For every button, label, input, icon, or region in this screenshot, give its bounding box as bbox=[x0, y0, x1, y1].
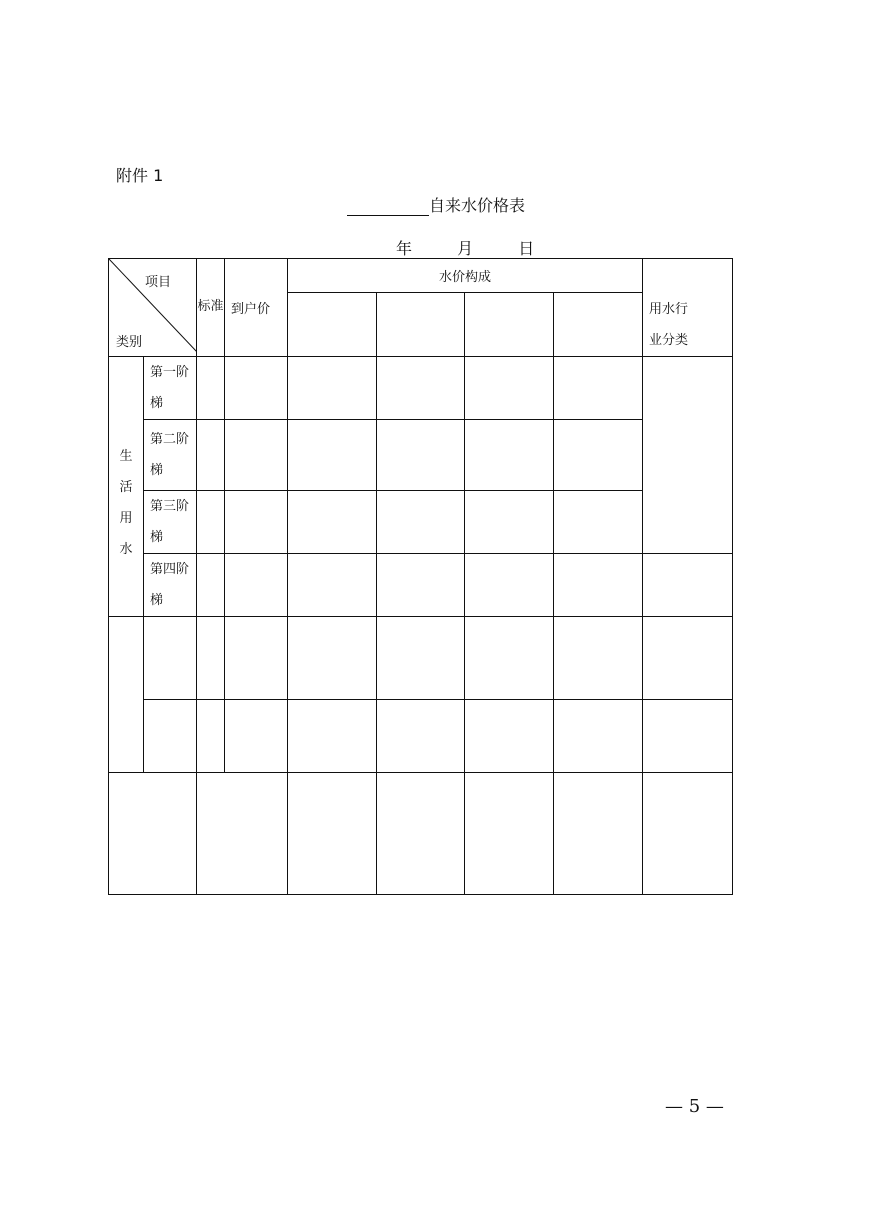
composition-cell-3 bbox=[465, 292, 554, 356]
day-unit: 日 bbox=[518, 239, 535, 258]
month-blank bbox=[421, 241, 451, 259]
tier-1-label: 第一阶梯 bbox=[144, 357, 197, 420]
table-title bbox=[347, 193, 525, 216]
tier-3-label: 第三阶梯 bbox=[144, 491, 197, 554]
household-price-header bbox=[225, 259, 288, 357]
attachment-label: 附件 1 bbox=[116, 166, 164, 185]
page-number: — 5 — bbox=[665, 1096, 724, 1117]
residential-label-cell bbox=[109, 357, 144, 617]
corner-bottom-label: 类别 bbox=[116, 335, 143, 350]
bottom-standard-cell bbox=[197, 773, 288, 895]
household-price-label: 到户价 bbox=[231, 302, 271, 317]
table-title-text: 自来水价格表 bbox=[429, 196, 526, 215]
industry-class-header bbox=[643, 259, 733, 357]
composition-cell-4 bbox=[554, 292, 643, 356]
price-composition-header: 水价构成 bbox=[288, 259, 643, 293]
date-line bbox=[360, 236, 538, 259]
month-unit: 月 bbox=[457, 239, 474, 258]
corner-cell bbox=[109, 259, 197, 357]
tier-4-label: 第四阶梯 bbox=[144, 554, 197, 617]
year-blank bbox=[360, 241, 390, 259]
standard-header bbox=[197, 259, 225, 357]
bottom-category-cell bbox=[109, 773, 197, 895]
industry-class-label: 用水行业分类 bbox=[649, 302, 689, 348]
standard-label: 标准 bbox=[197, 299, 224, 314]
year-unit: 年 bbox=[396, 239, 413, 258]
residential-label: 生活用水 bbox=[119, 448, 133, 557]
tier-2-label: 第二阶梯 bbox=[144, 420, 197, 491]
other-category-cell bbox=[109, 617, 144, 773]
water-price-table bbox=[108, 258, 733, 895]
composition-cell-1 bbox=[288, 292, 377, 356]
corner-top-label: 项目 bbox=[145, 275, 172, 290]
day-blank bbox=[482, 241, 512, 259]
composition-cell-2 bbox=[377, 292, 465, 356]
residential-industry-cell bbox=[643, 357, 733, 554]
title-blank bbox=[347, 198, 429, 216]
